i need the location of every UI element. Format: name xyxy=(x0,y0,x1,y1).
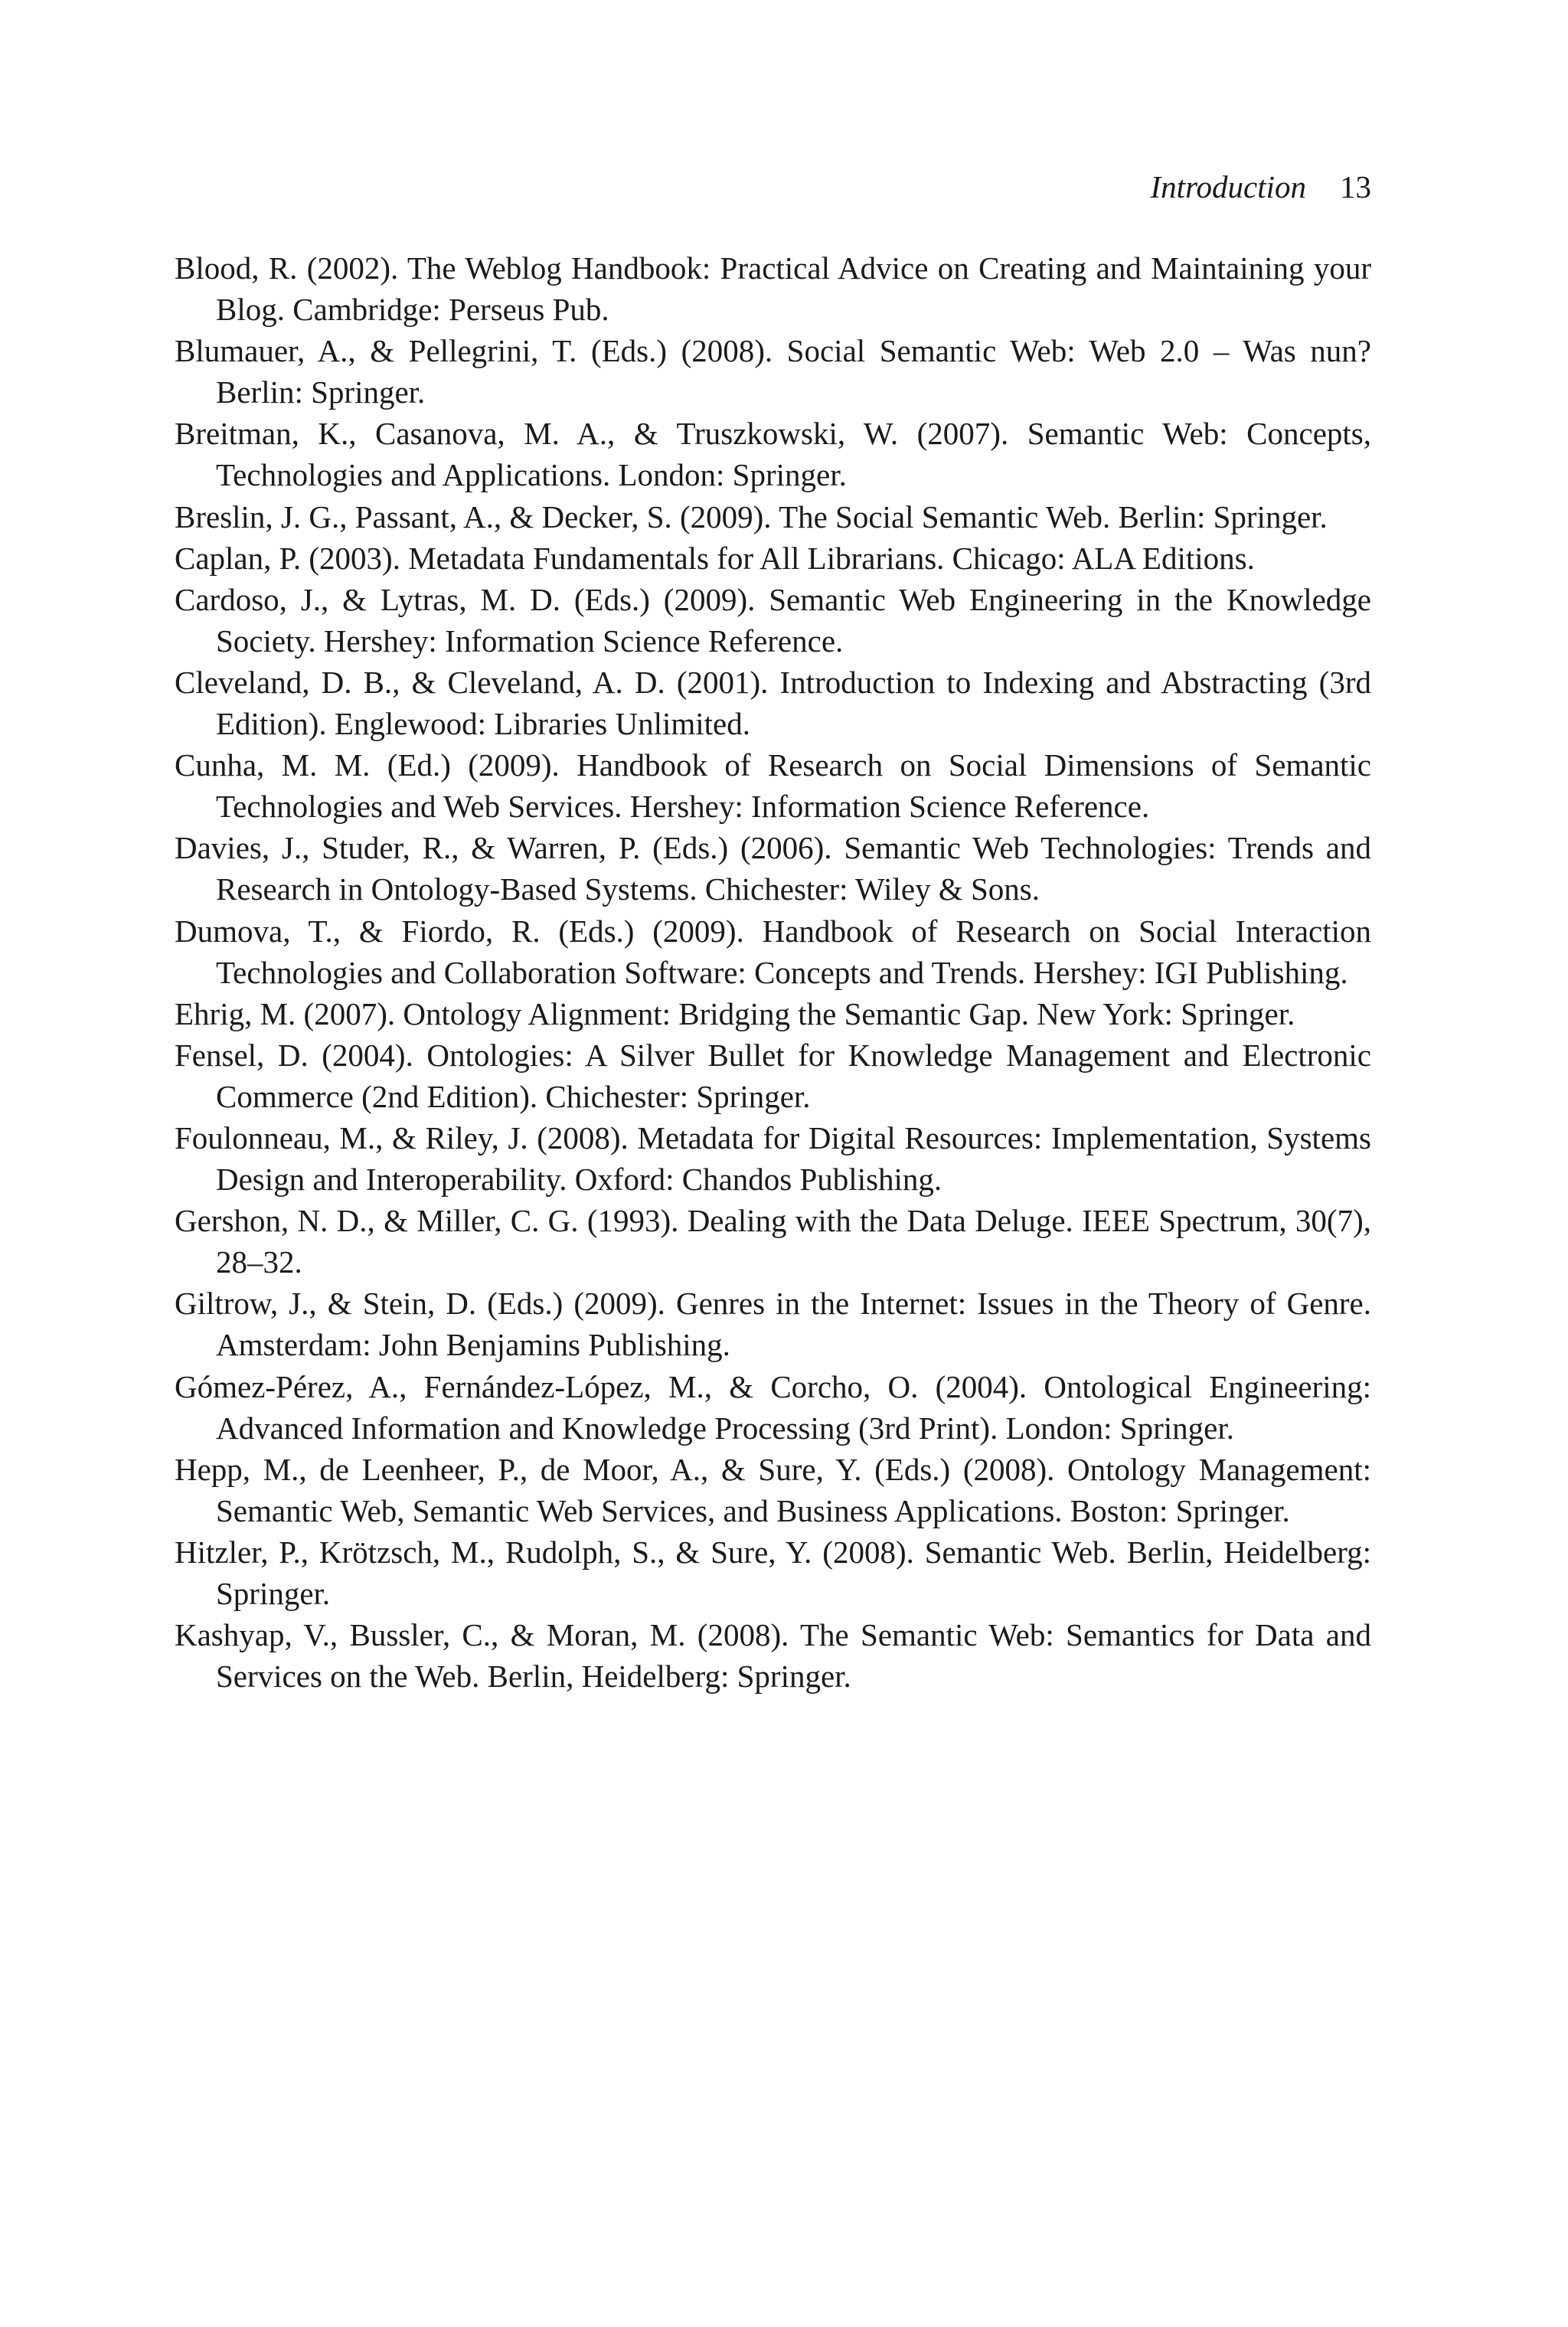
reference-entry: Cleveland, D. B., & Cleveland, A. D. (2001). Introduction to Indexing and Abstracting (3rd Edition). Englewood: Libraries Unlimited. xyxy=(175,664,1371,742)
reference-entry: Breitman, K., Casanova, M. A., & Truszkowski, W. (2007). Semantic Web: Concepts, Technologies and Applications. London: Springer. xyxy=(175,416,1371,493)
reference-entry: Hepp, M., de Leenheer, P., de Moor, A., & Sure, Y. (Eds.) (2008). Ontology Management: Semantic Web, Semantic Web Services, and Business Applications. Boston: Springer. xyxy=(175,1451,1371,1528)
running-header xyxy=(842,167,1371,207)
reference-entry: Giltrow, J., & Stein, D. (Eds.) (2009). Genres in the Internet: Issues in the Theory of Genre. Amsterdam: John Benjamins Publishing. xyxy=(175,1286,1371,1363)
reference-entry: Gómez-Pérez, A., Fernández-López, M., & Corcho, O. (2004). Ontological Engineering: Advanced Information and Knowledge Processing (3rd Print). London: Springer. xyxy=(175,1368,1371,1446)
reference-list xyxy=(175,247,1371,1697)
reference-entry: Cunha, M. M. (Ed.) (2009). Handbook of Research on Social Dimensions of Semantic Technologies and Web Services. Hershey: Information Science Reference. xyxy=(175,747,1371,825)
reference-entry: Hitzler, P., Krötzsch, M., Rudolph, S., & Sure, Y. (2008). Semantic Web. Berlin, Heidelberg: Springer. xyxy=(175,1534,1371,1611)
reference-entry: Blumauer, A., & Pellegrini, T. (Eds.) (2008). Social Semantic Web: Web 2.0 – Was nun? Berlin: Springer. xyxy=(175,333,1371,410)
reference-entry: Blood, R. (2002). The Weblog Handbook: Practical Advice on Creating and Maintaining your Blog. Cambridge: Perseus Pub. xyxy=(175,250,1371,328)
reference-entry: Davies, J., Studer, R., & Warren, P. (Eds.) (2006). Semantic Web Technologies: Trends and Research in Ontology-Based Systems. Chichester: Wiley & Sons. xyxy=(175,830,1371,907)
reference-entry: Fensel, D. (2004). Ontologies: A Silver Bullet for Knowledge Management and Electronic Commerce (2nd Edition). Chichester: Springer. xyxy=(175,1037,1371,1114)
reference-entry: Cardoso, J., & Lytras, M. D. (Eds.) (2009). Semantic Web Engineering in the Knowledge Society. Hershey: Information Science Reference. xyxy=(175,581,1371,659)
reference-entry: Breslin, J. G., Passant, A., & Decker, S. (2009). The Social Semantic Web. Berlin: Springer. xyxy=(175,498,1328,534)
reference-entry: Gershon, N. D., & Miller, C. G. (1993). Dealing with the Data Deluge. IEEE Spectrum, 30(7), 28–32. xyxy=(175,1203,1371,1280)
reference-entry: Ehrig, M. (2007). Ontology Alignment: Bridging the Semantic Gap. New York: Springer. xyxy=(175,995,1295,1031)
reference-entry: Caplan, P. (2003). Metadata Fundamentals for All Librarians. Chicago: ALA Editions. xyxy=(175,540,1255,576)
running-title: Introduction xyxy=(1150,169,1306,204)
reference-entry: Kashyap, V., Bussler, C., & Moran, M. (2008). The Semantic Web: Semantics for Data and Services on the Web. Berlin, Heidelberg: Springer. xyxy=(175,1617,1371,1695)
reference-entry: Dumova, T., & Fiordo, R. (Eds.) (2009). Handbook of Research on Social Interaction Technologies and Collaboration Software: Concepts and Trends. Hershey: IGI Publishing. xyxy=(175,913,1371,990)
page-number: 13 xyxy=(1340,169,1371,204)
reference-entry: Foulonneau, M., & Riley, J. (2008). Metadata for Digital Resources: Implementation, Systems Design and Interoperability. Oxford: Chandos Publishing. xyxy=(175,1119,1371,1198)
